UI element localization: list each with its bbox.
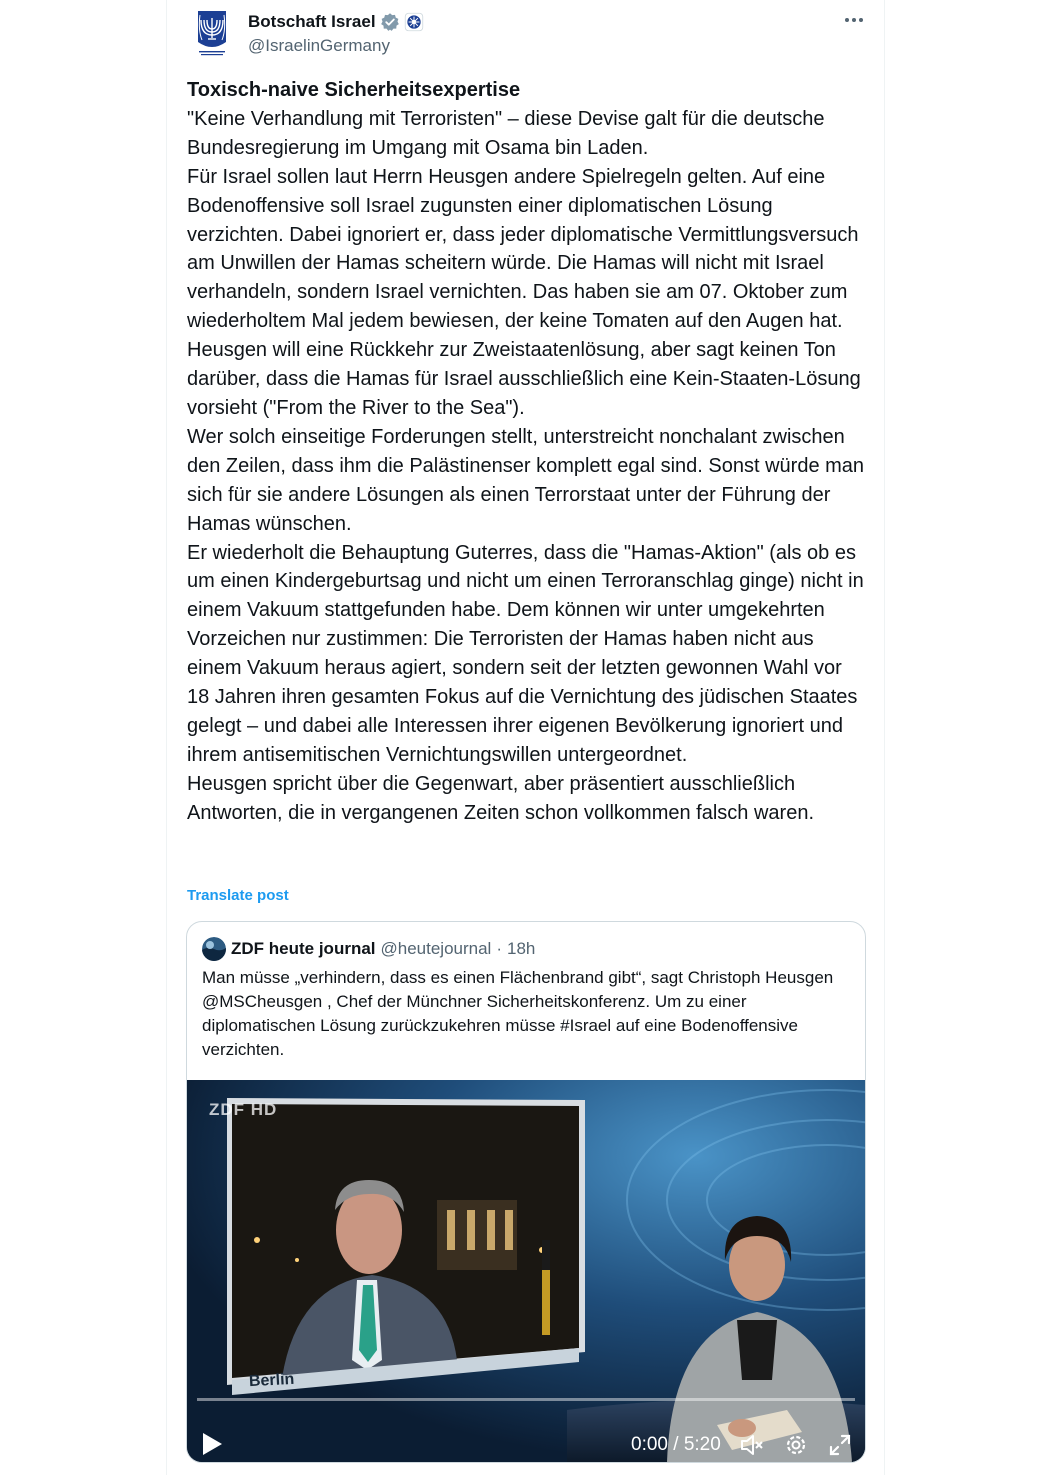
- video-controls: [187, 1390, 865, 1462]
- quoted-meta-separator: ·: [496, 939, 503, 958]
- video-progress-bar[interactable]: [197, 1398, 855, 1401]
- quoted-author-handle[interactable]: @heutejournal: [380, 939, 492, 958]
- quoted-post-text: Man müsse „verhindern, dass es einen Flächenbrand gibt“, sagt Christoph Heusgen @MSCheusgen , Chef der Münchner Sicherheitskonferenz. Um zu einer diplomatischen Lösung zurückzukehren müsse #Israel auf eine Bodenoffensive verzichten.: [202, 968, 834, 1059]
- author-avatar[interactable]: [192, 8, 232, 58]
- affiliate-seal-icon[interactable]: [404, 12, 424, 32]
- author-name-row: [248, 11, 424, 33]
- more-icon[interactable]: [842, 8, 866, 32]
- settings-icon[interactable]: [783, 1432, 809, 1458]
- zdf-avatar-icon: [202, 937, 226, 961]
- author-display-name[interactable]: Botschaft Israel: [248, 12, 376, 31]
- play-icon[interactable]: [201, 1432, 223, 1456]
- video-time: 0:00 / 5:20: [631, 1434, 721, 1455]
- quoted-post-time[interactable]: 18h: [507, 939, 536, 958]
- quoted-post-header: [202, 937, 535, 961]
- quoted-author-avatar[interactable]: [202, 937, 226, 961]
- fullscreen-icon[interactable]: [827, 1432, 853, 1458]
- post-body: "Keine Verhandlung mit Terroristen" – diese Devise galt für die deutsche Bundesregierung im Umgang mit Osama bin Laden. Für Israel sollen laut Herrn Heusgen andere Spielregeln gelten. Auf eine Bodenoffensive soll Israel zugunsten einer diplomatischen Lösung verzichten. Dabei ignoriert er, dass jeder diplomatische Vermittlungsversuch am Unwillen der Hamas scheitern würde. Die Hamas will nicht mit Israel verhandeln, sondern Israel vernichten. Das haben sie am 07. Oktober zum wiederholtem Mal jedem bewiesen, der keine Tomaten auf den Augen hat. Heusgen will eine Rückkehr zur Zweistaatenlösung, aber sagt keinen Ton darüber, dass die Hamas für Israel ausschließlich eine Kein-Staaten-Lösung vorsieht ("From the River to the Sea"). Wer solch einseitige Forderungen stellt, unterstreicht nonchalant zwischen den Zeilen, dass ihm die Palästinenser komplett egal sind. Sonst würde man sich für sie andere Lösungen als einen Terrorstaat unter der Führung der Hamas wünschen. Er wiederholt die Behauptung Guterres, dass die "Hamas-Aktion" (als ob es um einen Kindergeburtsag und nicht um einen Terroranschlag ginge) nicht in einem Vakuum stattgefunden habe. Dem können wir unter umgekehrten Vorzeichen nur zustimmen: Die Terroristen der Hamas haben nicht aus einem Vakuum heraus agiert, sondern seit der letzten gewonnen Wahl vor 18 Jahren ihren gesamten Fokus auf die Vernichtung des jüdischen Staates gelegt – und dabei alle Interessen ihrer eigenen Bevölkerung ignoriert und ihrem antisemitischen Vernichtungswillen untergeordnet. Heusgen spricht über die Gegenwart, aber präsentiert ausschließlich Antworten, die in vergangenen Zeiten schon vollkommen falsch waren.: [187, 107, 865, 824]
- video-player[interactable]: [187, 1080, 865, 1462]
- zdf-hd-logo: ZDF HD: [209, 1100, 278, 1119]
- translate-post-link[interactable]: Translate post: [187, 887, 289, 904]
- post-text: [187, 76, 867, 828]
- menorah-emblem-icon: [192, 8, 232, 58]
- author-handle[interactable]: @IsraelinGermany: [248, 36, 390, 55]
- quoted-post[interactable]: [186, 921, 866, 1463]
- verified-badge-icon[interactable]: [380, 12, 400, 32]
- quoted-author-name[interactable]: ZDF heute journal: [231, 939, 376, 958]
- mute-icon[interactable]: [739, 1432, 765, 1458]
- post-title: Toxisch-naive Sicherheitsexpertise: [187, 79, 521, 101]
- video-location-caption: Berlin: [248, 1370, 295, 1391]
